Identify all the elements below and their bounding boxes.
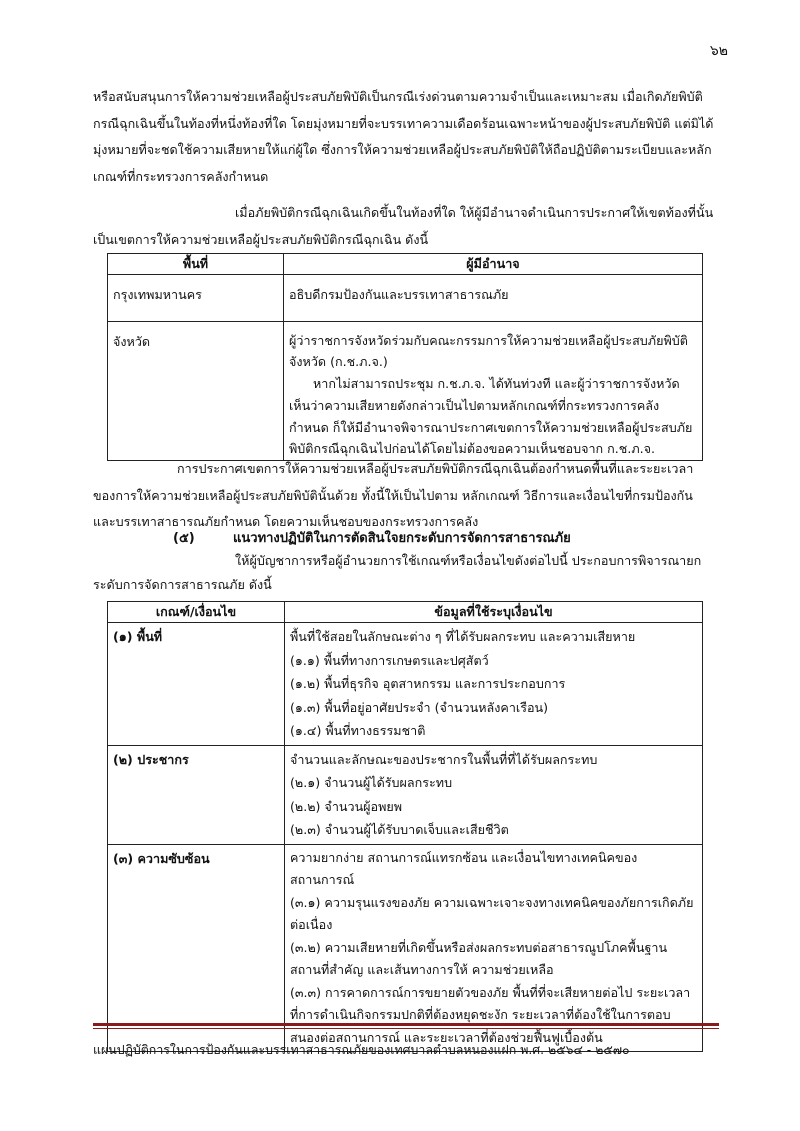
paragraph-declaration-authority: เมื่อภัยพิบัติกรณีฉุกเฉินเกิดขึ้นในท้องที่ใด ให้ผู้มีอำนาจดำเนินการประกาศให้เขตท้องที่นั้นเป็นเขตการให้ความช่วยเหลือผู้ประสบภัยพิบัติกรณีฉุกเฉิน ดังนี้	[93, 205, 714, 247]
list-item: (๑.๔) พื้นที่ทางธรรมชาติ	[290, 723, 426, 738]
list-item: (๓.๓) การคาดการณ์การขยายตัวของภัย พื้นที่ที่จะเสียหายต่อไป ระยะเวลาที่การดำเนินกิจกรรมปกติที่ต้องหยุดชะงัก ระยะเวลาที่ต้องใช้ในการตอบสนองต่อสถานการณ์ และระยะเวลาที่ต้องช่วยฟื้นฟูเบื้องต้น	[290, 984, 691, 1045]
table-row	[108, 623, 703, 746]
list-item: (๒.๓) จำนวนผู้ได้รับบาดเจ็บและเสียชีวิต	[290, 822, 509, 837]
list-item: (๑.๒) พื้นที่ธุรกิจ อุตสาหกรรม และการประกอบการ	[290, 676, 566, 691]
footer-rule-thin	[93, 1028, 719, 1029]
list-item: (๒.๒) จำนวนผู้อพยพ	[290, 798, 403, 814]
cell-authority-province	[284, 321, 703, 461]
list-item: (๒.๑) จำนวนผู้ได้รับผลกระทบ	[290, 775, 453, 790]
criteria-label-population: (๒) ประชากร	[108, 745, 285, 844]
authority-table	[107, 253, 703, 461]
cell-authority-bangkok: อธิบดีกรมป้องกันและบรรเทาสาธารณภัย	[284, 275, 703, 322]
header-authority: ผู้มีอำนาจ	[284, 254, 703, 275]
paragraph-escalation-criteria: ให้ผู้บัญชาการหรือผู้อำนวยการใช้เกณฑ์หรือเงื่อนไขดังต่อไปนี้ ประกอบการพิจารณายกระดับการจัดการสาธารณภัย ดังนี้	[93, 553, 702, 592]
footer-rule-thick	[93, 1023, 719, 1026]
list-item: (๑.๑) พื้นที่ทางการเกษตรและปศุสัตว์	[290, 652, 489, 668]
authority-province-note: หากไม่สามารถประชุม ก.ช.ภ.จ. ได้ทันท่วงที และผู้ว่าราชการจังหวัดเห็นว่าความเสียหายดังกล่าวเป็นไปตามหลักเกณฑ์ที่กระทรวงการคลังกำหนด ก็ให้มีอำนาจพิจารณาประกาศเขตการให้ความช่วยเหลือผู้ประสบภัยพิบัติกรณีฉุกเฉินไปก่อนได้โดยไม่ต้องขอความเห็นชอบจาก ก.ช.ภ.จ.	[289, 376, 693, 457]
authority-province-text: ผู้ว่าราชการจังหวัดร่วมกับคณะกรรมการให้ความช่วยเหลือผู้ประสบภัยพิบัติจังหวัด (ก.ช.ภ.จ.)	[289, 332, 688, 370]
footer-text: แผนปฏิบัติการในการป้องกันและบรรเทาสาธารณภัยของเทศบาลตำบลหนองแฝก พ.ศ. ๒๕๖๔ - ๒๕๗๐	[93, 1042, 630, 1057]
criteria-label-complexity: (๓) ความซับซ้อน	[108, 844, 285, 1052]
criteria-info-area	[285, 623, 703, 746]
list-item: ความยากง่าย สถานการณ์แทรกซ้อน และเงื่อนไขทางเทคนิคของสถานการณ์	[290, 849, 638, 887]
list-item: (๓.๒) ความเสียหายที่เกิดขึ้นหรือส่งผลกระทบต่อสาธารณูปโภคพื้นฐาน สถานที่สำคัญ และเส้นทางการให้ ความช่วยเหลือ	[290, 939, 668, 977]
paragraph-declaration-period: การประกาศเขตการให้ความช่วยเหลือผู้ประสบภัยพิบัติกรณีฉุกเฉินต้องกำหนดพื้นที่และระยะเวลาของการให้ความช่วยเหลือผู้ประสบภัยพิบัตินั้นด้วย ทั้งนี้ให้เป็นไปตาม หลักเกณฑ์ วิธีการและเงื่อนไขที่กรมป้องกันและบรรเทาสาธารณภัยกำหนด โดยความเห็นชอบของกระทรวงการคลัง	[93, 461, 694, 529]
section-number: (๕)	[173, 531, 195, 546]
paragraph-relief-purpose: หรือสนับสนุนการให้ความช่วยเหลือผู้ประสบภัยพิบัติเป็นกรณีเร่งด่วนตามความจำเป็นและเหมาะสม เมื่อเกิดภัยพิบัติกรณีฉุกเฉินขึ้นในท้องที่หนึ่งท้องที่ใด โดยมุ่งหมายที่จะบรรเทาความเดือดร้อนเฉพาะหน้าของผู้ประสบภัยพิบัติ แต่มิได้มุ่งหมายที่จะชดใช้ความเสียหายให้แก่ผู้ใด ซึ่งการให้ความช่วยเหลือผู้ประสบภัยพิบัติให้ถือปฏิบัติตามระเบียบและหลักเกณฑ์ที่กระทรวงการคลังกำหนด	[93, 89, 714, 184]
list-item: (๑.๓) พื้นที่อยู่อาศัยประจำ (จำนวนหลังคาเรือน)	[290, 699, 549, 715]
header-area: พื้นที่	[108, 254, 284, 275]
page-number: ๖๒	[709, 43, 728, 59]
list-item: (๓.๑) ความรุนแรงของภัย ความเฉพาะเจาะจงทางเทคนิคของภัยการเกิดภัยต่อเนื่อง	[290, 894, 694, 932]
header-criteria: เกณฑ์/เงื่อนไข	[108, 602, 285, 623]
criteria-info-population	[285, 745, 703, 844]
cell-area-province: จังหวัด	[108, 321, 284, 461]
header-criteria-info: ข้อมูลที่ใช้ระบุเงื่อนไข	[285, 602, 703, 623]
table-row	[108, 745, 703, 844]
criteria-label-area: (๑) พื้นที่	[108, 623, 285, 746]
table-header-row	[108, 602, 703, 623]
cell-area-bangkok: กรุงเทพมหานคร	[108, 275, 284, 322]
criteria-info-complexity	[285, 844, 703, 1052]
section-title: แนวทางปฏิบัติในการตัดสินใจยกระดับการจัดการสาธารณภัย	[233, 531, 571, 546]
table-header-row	[108, 254, 703, 275]
criteria-table	[107, 601, 703, 1052]
table-row	[108, 844, 703, 1052]
list-item: จำนวนและลักษณะของประชากรในพื้นที่ที่ได้รับผลกระทบ	[290, 751, 598, 767]
table-row	[108, 275, 703, 322]
table-row	[108, 321, 703, 461]
section-heading	[173, 527, 571, 548]
list-item: พื้นที่ใช้สอยในลักษณะต่าง ๆ ที่ได้รับผลกระทบ และความเสียหาย	[290, 629, 636, 644]
